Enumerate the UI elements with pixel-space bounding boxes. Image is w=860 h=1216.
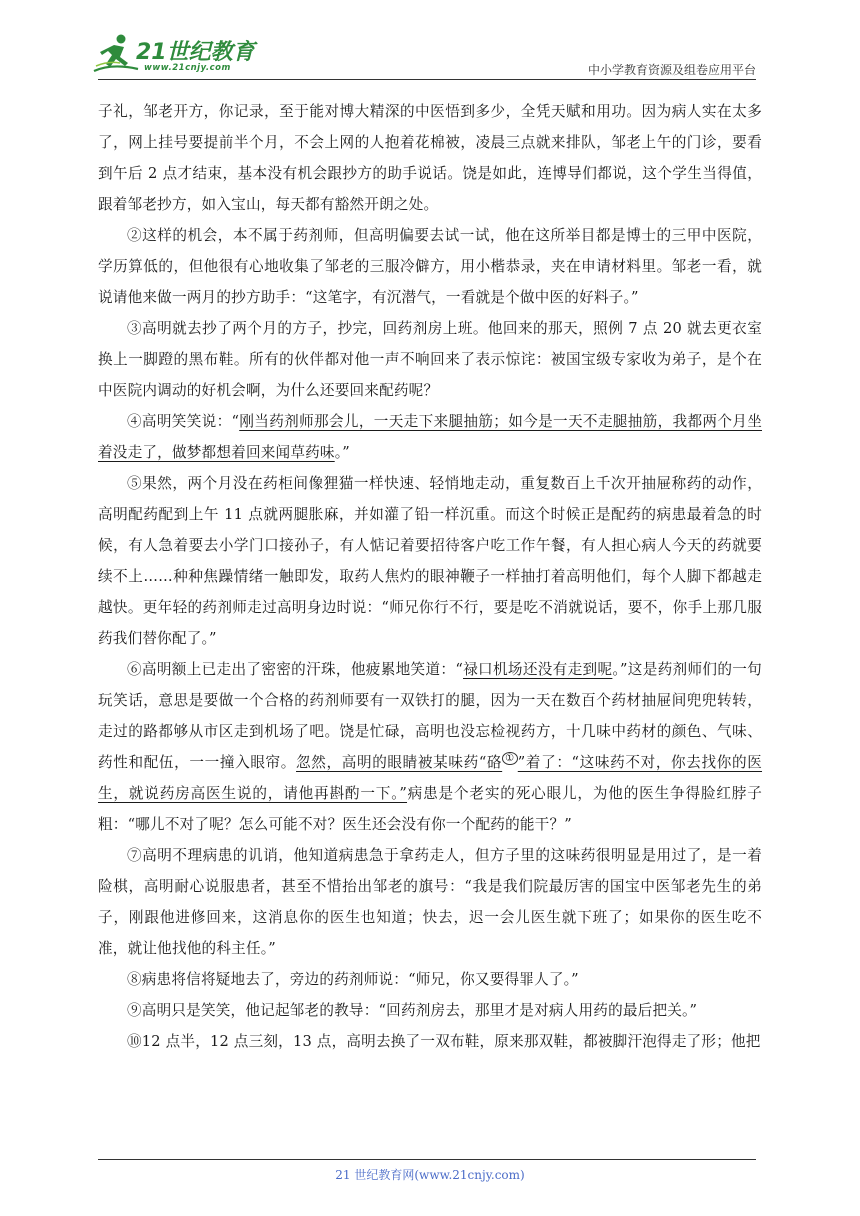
paragraph-7 bbox=[98, 840, 762, 964]
paragraph-text: ⑦高明不理病患的讥诮，他知道病患急于拿药走人，但方子里的这味药很明显是用过了，是一着险棋，高明耐心说服患者，甚至不惜抬出邹老的旗号：“我是我们院最厉害的国宝中医邹老先生的弟子，刚跟他进修回来，这消息你的医生也知道；快去，迟一会儿医生就下班了；如果你的医生吃不准，就让他找他的科主任。” bbox=[98, 847, 762, 957]
footer-divider bbox=[98, 1159, 756, 1160]
paragraph-text: 病患是个老实的死心眼儿，为他的医生争得脸红脖子粗：“哪儿不对了呢？怎么可能不对？医生还会没有你一个配药的能干？” bbox=[98, 785, 762, 833]
page-header bbox=[0, 0, 860, 82]
paragraph-text: ⑧病患将信将疑地去了，旁边的药剂师说：“师兄，你又要得罪人了。” bbox=[127, 971, 579, 988]
paragraph-3 bbox=[98, 313, 762, 406]
paragraph-10 bbox=[98, 1026, 762, 1057]
underlined-sentence: 忽然，高明的眼睛被某味药“硌 bbox=[296, 754, 503, 771]
paragraph-text: 子礼，邹老开方，你记录，至于能对博大精深的中医悟到多少，全凭天赋和用功。因为病人实在太多了，网上挂号要提前半个月，不会上网的人抱着花棉被，凌晨三点就来排队，邹老上午的门诊，要看到午后 2 点才结束，基本没有机会跟抄方的助手说话。饶是如此，连博导们都说，这个学生当得值，跟着邹老抄方，如入宝山，每天都有豁然开朗之处。 bbox=[98, 103, 762, 213]
paragraph-4 bbox=[98, 406, 762, 468]
paragraph-continued bbox=[98, 96, 762, 220]
paragraph-9 bbox=[98, 995, 762, 1026]
paragraph-6 bbox=[98, 654, 762, 840]
paragraph-text: ②这样的机会，本不属于药剂师，但高明偏要去试一试，他在这所举目都是博士的三甲中医院，学历算低的，但他很有心地收集了邹老的三服冷僻方，用小楷恭录，夹在申请材料里。邹老一看，就说请他来做一两月的抄方助手：“这笔字，有沉潜气，一看就是个做中医的好料子。” bbox=[98, 227, 762, 306]
underlined-sentence: ”着了：“这味药不对，你去找你的医生，就说药房高医生说的，请他再斟酌一下。” bbox=[98, 754, 763, 802]
platform-title: 中小学教育资源及组卷应用平台 bbox=[587, 63, 756, 77]
paragraph-text: ③高明就去抄了两个月的方子，抄完，回药剂房上班。他回来的那天，照例 7 点 20 就去更衣室换上一脚蹬的黑布鞋。所有的伙伴都对他一声不响回来了表示惊诧：被国宝级专家收为弟子，是个在中医院内调动的好机会啊，为什么还要回来配药呢？ bbox=[98, 320, 762, 399]
article-body bbox=[98, 96, 762, 1057]
paragraph-text: ⑤果然，两个月没在药柜间像狸猫一样快速、轻悄地走动，重复数百上千次开抽屉称药的动作，高明配药配到上午 11 点就两腿胀麻，并如灌了铅一样沉重。而这个时候正是配药的病患最着急的时候，有人急着要去小学门口接孙子，有人惦记着要招待客户吃工作午餐，有人担心病人今天的药就要续不上……种种焦躁情绪一触即发，取药人焦灼的眼神鞭子一样抽打着高明他们，每个人脚下都越走越快。更年轻的药剂师走过高明身边时说：“师兄你行不行，要是吃不消就说话，要不，你手上那几服药我们替你配了。” bbox=[98, 475, 762, 647]
footer-link[interactable]: 21 世纪教育网(www.21cnjy.com) bbox=[335, 1168, 525, 1182]
paragraph-text: 。”这是药剂师们的一句玩笑话，意思是要做一个合格的药剂师要有一双铁打的腿，因为一天在数百个药材抽屉间兜兜转转，走过的路都够从市区走到机场了吧。饶是忙碌，高明也没忘检视药方，十几味中药材的颜色、气味、药性和配伍，一一撞入眼帘。 bbox=[98, 661, 762, 771]
paragraph-text: 。” bbox=[334, 444, 350, 461]
paragraph-5 bbox=[98, 468, 762, 654]
paragraph-text: ⑨高明只是笑笑，他记起邹老的教导：“回药剂房去，那里才是对病人用药的最后把关。” bbox=[127, 1002, 698, 1019]
header-divider bbox=[98, 79, 756, 80]
underlined-sentence: 刚当药剂师那会儿，一天走下来腿抽筋；如今是一天不走腿抽筋，我都两个月坐着没走了，做梦都想着回来闻草药味 bbox=[98, 413, 762, 461]
paragraph-text: ④高明笑笑说：“ bbox=[127, 413, 240, 430]
paragraph-8 bbox=[98, 964, 762, 995]
underlined-phrase: 禄口机场还没有走到呢 bbox=[463, 661, 613, 678]
paragraph-text: ⑥高明额上已走出了密密的汗珠，他疲累地笑道：“ bbox=[127, 661, 463, 678]
logo-url: www.21cnjy.com bbox=[144, 63, 231, 73]
footnote-marker[interactable]: ① bbox=[502, 752, 518, 765]
paragraph-2 bbox=[98, 220, 762, 313]
runner-logo-icon bbox=[92, 33, 140, 75]
site-logo[interactable] bbox=[92, 33, 272, 77]
paragraph-text: ⑩12 点半，12 点三刻，13 点，高明去换了一双布鞋，原来那双鞋，都被脚汗泡得走了形；他把 bbox=[127, 1033, 761, 1050]
logo-wordmark: 21世纪教育 bbox=[136, 40, 255, 65]
